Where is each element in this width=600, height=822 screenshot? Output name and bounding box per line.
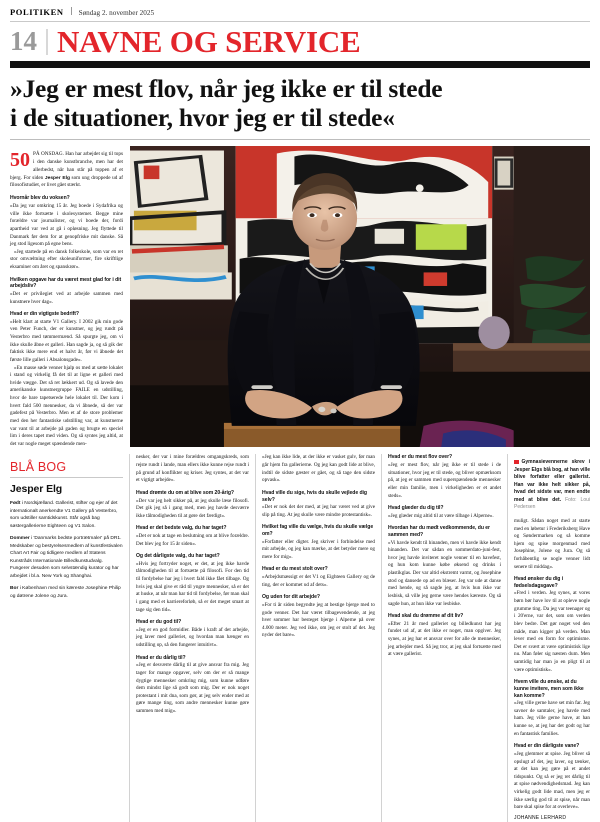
answer: »Fred i verden. Jeg synes, at vores børn bør have lov til at opleve nogle grumme ting. Da jeg var teenager og i 20'erne, var det, som om verden blev bedre. Det gør noget ved den måde, man kigger på verden. Man lever med en form for optimisme. Det er svært at være optimistisk lige nu. Man føler sig næsten dum. Men samtidig har man jo en pligt til at være optimistisk«. xyxy=(514,590,590,673)
blaa-bog-name: Jesper Elg xyxy=(10,483,63,496)
column-divider xyxy=(129,454,130,822)
blaa-bog-item-text: i Nordsjælland. Gallerist, stifter og ejer af det internationalt anerkendte V1 Gallery på Vesterbro, som udstiller samtidskunst. Står også bag søstergallerierne Eighteen og V1 Salon. xyxy=(10,501,118,529)
masthead-rule xyxy=(10,21,590,22)
section-header xyxy=(10,26,590,57)
headline-line-2: i de situationer, hvor jeg er til stede« xyxy=(10,102,395,132)
question: Hvad skal du drømme af dit liv? xyxy=(388,613,464,620)
answer: »Jeg ville gerne have set min far. Jeg savner de samtaler, jeg havde med ham. Jeg ville gerne have, at han kunne se, at jeg har det godt og har en fantastisk families. xyxy=(514,700,590,737)
article-byline: JOHANNE LERHARD xyxy=(514,814,567,821)
column-1 xyxy=(10,454,123,822)
answer: »Forfatter eller digter. Jeg skriver i forbindelse med mit arbejde, og jeg kan mærke, at det betyder mere og mere for mig«. xyxy=(262,538,375,560)
column-divider xyxy=(381,454,382,822)
question: Hvad er du mest stolt over? xyxy=(262,566,328,573)
answer: »Der var jeg helt sikker på, at jeg skulle læse filosofi. Det gik jeg så i gang med, men jeg havde desværre ikke tålmodigheden til at gøre det færdigt«. xyxy=(136,497,249,519)
question: Hvad ville du sige, hvis du skulle vejlede dig selv? xyxy=(262,489,367,503)
answer: muligt. Sådan noget med at starte med en løbetur i Frederiksberg Have og Søndermarken og så komme hjem og spise morgenmad med Josephine, Jolene og Jura. Og så forhåbentlig se nogle venner lidt senere til middag«. xyxy=(514,517,590,570)
page-number: 14 xyxy=(10,26,37,56)
column-3 xyxy=(262,454,375,822)
question: Hvad er det bedste valg, du har taget? xyxy=(136,525,227,532)
question: Hvilket fag ville du vælge, hvis du skulle vælge om? xyxy=(262,524,374,537)
article-columns xyxy=(10,454,590,822)
answer: »Da jeg var omkring 15 år. Jeg boede i Sydafrika og ville ikke fortsætte i skolesystemet. Begge mine forældre var journalister, og vi boede der, fordi apartheid var ved at gå i opløsning. Jeg flyttede til Danmark før dem for at genopfriske mit danske. Så jeg stod ligesom på egne bens. xyxy=(10,203,123,248)
column-2 xyxy=(136,454,249,822)
portrait-illustration xyxy=(130,146,590,447)
question: Og det dårligste valg, du har taget? xyxy=(136,553,220,560)
column-divider xyxy=(255,454,256,822)
answer: »Jeg startede på en dansk folkeskole, som var en ret stor omvæltning efter skoleuniformer, fire skriftlige eksaminer om året og spanskrør«. xyxy=(10,248,123,271)
drop-cap: 50 xyxy=(10,149,30,172)
question: Hvad drømte du om at blive som 20-årig? xyxy=(136,489,234,496)
blaa-bog-title: BLÅ BOG xyxy=(10,460,67,475)
caption-bullet-icon xyxy=(514,460,519,465)
section-title: NAVNE OG SERVICE xyxy=(57,24,361,59)
blaa-bog-item-lead: Født xyxy=(10,501,21,507)
blaa-bog-item xyxy=(10,500,123,530)
column-divider xyxy=(507,454,508,822)
question: Hvad er du dårlig til? xyxy=(136,654,186,661)
answer: »Helt klart at starte V1 Gallery. I 2002 gik min gode ven Peter Funch, der er kunstner, og jeg rundt på Vesterbro med tømmermænd. Så spurgte jeg, om vi ikke skulle åbne et galleri. Han sagde ja, og så gik der faktisk ikke mere end et halvt år, før vi åbnede det første lille galleri i Absalonsgade«. xyxy=(10,318,123,363)
photo-credit: Foto: Loui Pedersen xyxy=(514,496,590,511)
photo-caption-box xyxy=(514,459,590,512)
masthead-divider xyxy=(71,7,72,15)
question: Hvad er din vigtigste bedrift? xyxy=(10,311,79,318)
blaa-bog-item-text: i København med sin kæreste Josephine Philip og døtrene Jolene og Jura. xyxy=(10,586,121,599)
interview-column-1 xyxy=(10,195,123,448)
section-divider xyxy=(46,29,48,55)
answer: nesker, der var i mine forældres omgangskreds, som rejste rundt i lande, man ellers ikke kunne rejse rundt i på grund af konflikter og kriser. Jeg syntes, at det var et vigtigt arbejde«. xyxy=(136,454,249,484)
intro-subject-name: Jesper Elg xyxy=(44,175,70,181)
answer: »Jeg er mest flov, når jeg ikke er til stede i de situationer, hvor jeg er til stede, og bliver opmærksom på, at jeg er sammen med superspændende mennesker eller min familie, men i virkeligheden er et andet steds«. xyxy=(388,462,501,499)
blaa-bog-item xyxy=(10,585,123,600)
article-top-zone xyxy=(10,146,590,448)
question: Hvad er du god til? xyxy=(136,619,182,626)
blaa-bog-item-lead: Dommer xyxy=(10,536,30,542)
answer: »Det er privilegiet ved at arbejde sammen med kunstnere hver dag«. xyxy=(10,290,123,305)
question: Og uden for dit arbejde? xyxy=(262,594,320,601)
blaa-bog-item xyxy=(10,535,123,580)
publication-logo: POLITIKEN xyxy=(10,7,64,17)
answer: »En masse søde venner hjalp os med at sætte lokalet i stand og virkelig få det til at ligne et galleri med hvide vægge. Det så ret lækkert ud. Og så lavede den amerikanske kunstnergruppe FAILE en udstilling, hvor de bare tapetserede hele lokalet til. Der kom i hvert fald 500 mennesker, da vi åbnede, så der var gadefest på Vesterbro. Men et af de store problemer med den her fantastiske udstilling var, at kunstnerne var vant til at arbejde på gaden og brugte en speciel lim i deres tapet med viden. Og så syntes jeg altid, at det var nogle meget spændende men- xyxy=(10,364,123,447)
answer: »For ti år siden begyndte jeg at bestige bjerge med to gode venner. Det har været tilbagevendende, at jeg hver sommer har besteget bjerge i Alperne på over 4.000 meter. Jeg ved ikke, om jeg er stolt af det. Jeg nyder det bare«. xyxy=(262,601,375,639)
column-5 xyxy=(514,454,590,822)
question: Hvad ønsker du dig i fødselsdagsgave? xyxy=(514,576,564,589)
answer: »Jeg er en god formidler. Både i kraft af det arbejde, jeg laver med galleriet, og hvordan man hænger en udstilling op, så den fungerer intuitivt«. xyxy=(136,626,249,649)
column-4 xyxy=(388,454,501,822)
question: Hvad glæder du dig til? xyxy=(388,505,444,512)
intro-text-before-name: Han har arbejdet sig til tops i den danske kunstbranche, men har det allerbedst, når han står på toppen af et bjerg. For siden xyxy=(10,151,124,181)
intro-column xyxy=(10,146,123,448)
photo-caption xyxy=(514,459,590,512)
question: Hvornår blev du voksen? xyxy=(10,195,70,202)
headline-rule xyxy=(10,139,590,140)
blaa-bog-rule xyxy=(10,477,123,478)
photo-wrapper xyxy=(130,146,590,447)
question: Hvem ville du ønske, at du kunne invitere, men som ikke kan komme? xyxy=(514,679,584,699)
answer: »Vi havde kendt til hinanden, men vi havde ikke kendt hinanden. Det var sådan en sommerdato-juni-fest, hvor jeg havde inviteret nogle venner til en havefest, og hun kom kunne købe øksend og drinks i plastikglas. Der var altid ekstremt varmt, og Josephine stod og dansede op ad en blæser. Jeg var ude at danse med hende, og så sagde jeg, at hvis hun ikke var lesbisk, så ville jeg gerne være hendes kæreste. Og så sagde hun, at hun ikke var lesbiske. xyxy=(388,539,501,607)
article-headline xyxy=(10,75,590,132)
article-photo xyxy=(130,146,590,447)
answer: »Jeg glemmer at spise. Jeg bliver så opslugt af det, jeg laver, og tænker, at det kan jeg gøre på et andet tidspunkt. Og så er jeg ret dårlig til at spise nødvendighedsmad. Jeg kan virkelig godt lide mad, men jeg er ikke særlig god til at spise, når man bare skal spise for at overleve«. xyxy=(514,750,590,811)
publication-date: Søndag 2. november 2025 xyxy=(78,9,155,17)
answer: »Det er nok det der med, at jeg har været ved at give slip på ting. At jeg skulle være mindre protestantisk«. xyxy=(262,504,375,518)
answer: »Jeg glæder mig altid til at være tilbage i Alperne«. xyxy=(388,512,494,519)
section-rule xyxy=(10,61,590,68)
question: Hvilken opgave har du været mest glad for i dit arbejdsliv? xyxy=(10,276,122,290)
masthead xyxy=(10,7,590,20)
intro-lead: PÅ ONSDAG. xyxy=(33,151,64,158)
answer: »Jeg kan ikke lide, at der ikke er vasket gulv, før man går hjem fra gallerierne. Og jeg kan godt lide at blive, indtil de sidste gæster er gået, og så tage den sidste opvask«. xyxy=(262,454,375,484)
answer: »Jeg er desværre dårlig til at give ansvar fra mig. Jeg tager for mange opgaver, selv om der er så mange dygtige mennesker omkring mig, som kunne udføre dem mindst lige så godt som mig. Der er nok noget protestant i mit dna, som gør, at jeg selv ender med at gøre mange ting, som andre mennesker kunne gøre sammen med mig«. xyxy=(136,662,249,715)
answer: »Efter 21 år med galleriet og billedkunst har jeg fundet ud af, at det ikke er noget, man opgiver. Jeg synes, at jeg har et ansvar over for alle de mennesker, jeg arbejder med. Så jeg tror, at jeg skal fortsætte med at være gallerist. xyxy=(388,620,501,658)
question: Hvordan har du mødt vedkommende, du er sammen med? xyxy=(388,525,490,538)
blaa-bog-item-lead: Bor xyxy=(10,586,19,592)
article-intro xyxy=(10,151,123,190)
answer: »Det er nok at tage en beslutning om at blive forældre. Det blev jeg for 15 år siden«. xyxy=(136,532,249,547)
question: Hvad er du mest flov over? xyxy=(388,454,453,461)
question: Hvad er din dårligste vane? xyxy=(514,743,580,750)
answer: »Arbejdsmæssigt er det V1 og Eighteen Gallery og de ting, der er kommet ud af dets«. xyxy=(262,574,375,588)
intro-text-after-name: som ung droppede ud af filosofistudiet, er livet gået stærkt. xyxy=(10,174,123,189)
blaa-bog-item-text: i 'Danmarks bedste portrætmaler' på DR1. Medskaber og bestyrelsesmedlem af kunstfestivalen Chart Art Fair og tidligere medlem af Statens Kunstråds Internationale Billedkunstudvalg. Fungerer desuden som selvstændig kurator og har arbejdet i bl.a. New York og Shanghai. xyxy=(10,536,123,579)
answer: »Hvis jeg fortryder noget, er det, at jeg ikke havde tålmodigheden til at fortsætte på filosofi. For den tid til fordybelse har jeg i hvert fald ikke fået tilbage. Og hvis jeg skal give et råd til yngre mennesker, så er det at huske, at når man har tid til fordybelse, før man skal i gang med et karriereforløb, så er det meget smart at tage sig den tid«. xyxy=(136,560,249,613)
headline-line-1: »Jeg er mest flov, når jeg ikke er til stede xyxy=(10,74,443,103)
caption-text: Gymnasievennerne skrev i Jesper Elgs blå bog, at han ville blive forfatter eller gallerist. Han var ikke helt sikker på, hvad det sidste var, men endte med at blive det. xyxy=(514,459,590,503)
